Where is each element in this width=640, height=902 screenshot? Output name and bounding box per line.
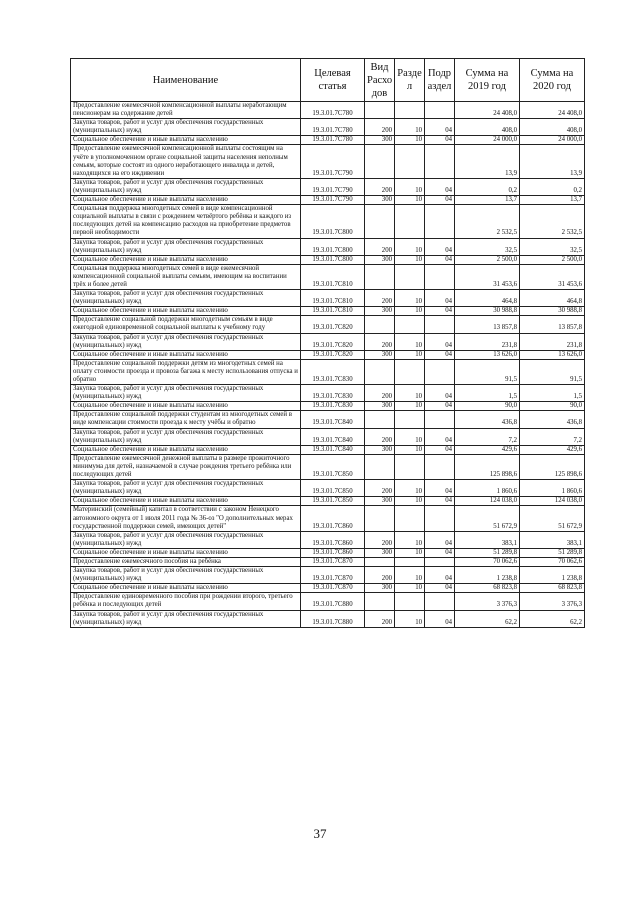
cell-code: 19.3.01.7С830 — [301, 359, 365, 384]
table-row — [71, 402, 585, 411]
cell-sum-2020: 13,7 — [520, 196, 585, 205]
cell-razdel — [395, 506, 425, 531]
cell-sum-2020: 408,0 — [520, 119, 585, 136]
cell-vid: 300 — [365, 307, 395, 316]
cell-podrazdel — [425, 593, 455, 610]
cell-name: Социальная поддержка многодетных семей в виде компенсационной социальной выплаты в связи с рождением четвёртого ребёнка и каждого из последующих детей на компенсацию расходов на приобретение предметов первой необходимости — [71, 205, 301, 238]
cell-podrazdel — [425, 454, 455, 479]
table-row — [71, 584, 585, 593]
cell-sum-2019: 24 000,0 — [455, 136, 520, 145]
cell-vid — [365, 205, 395, 238]
table-row — [71, 385, 585, 402]
cell-code: 19.3.01.7С840 — [301, 445, 365, 454]
cell-sum-2019: 2 532,5 — [455, 205, 520, 238]
cell-podrazdel: 04 — [425, 238, 455, 255]
cell-code: 19.3.01.7С800 — [301, 205, 365, 238]
cell-name: Предоставление социальной поддержки студентам из многодетных семей в виде компенсации стоимости проезда к месту учёбы и обратно — [71, 411, 301, 428]
cell-sum-2019: 13,7 — [455, 196, 520, 205]
cell-sum-2019: 231,8 — [455, 333, 520, 350]
cell-vid: 200 — [365, 480, 395, 497]
cell-razdel: 10 — [395, 196, 425, 205]
table-row — [71, 145, 585, 178]
cell-code: 19.3.01.7С870 — [301, 567, 365, 584]
cell-sum-2019: 436,8 — [455, 411, 520, 428]
cell-vid — [365, 557, 395, 566]
cell-code: 19.3.01.7С840 — [301, 411, 365, 428]
cell-sum-2020: 231,8 — [520, 333, 585, 350]
header-vid: Вид Расхо дов — [365, 59, 395, 102]
cell-sum-2019: 70 062,6 — [455, 557, 520, 566]
cell-vid: 300 — [365, 497, 395, 506]
cell-razdel: 10 — [395, 350, 425, 359]
cell-podrazdel — [425, 145, 455, 178]
cell-vid: 200 — [365, 531, 395, 548]
cell-name: Социальное обеспечение и иные выплаты населению — [71, 584, 301, 593]
cell-vid: 300 — [365, 548, 395, 557]
cell-sum-2020: 7,2 — [520, 428, 585, 445]
cell-vid: 200 — [365, 178, 395, 195]
cell-name: Закупка товаров, работ и услуг для обеспечения государственных (муниципальных) нужд — [71, 428, 301, 445]
cell-code: 19.3.01.7С810 — [301, 264, 365, 289]
cell-podrazdel: 04 — [425, 445, 455, 454]
cell-sum-2020: 1,5 — [520, 385, 585, 402]
cell-sum-2019: 0,2 — [455, 178, 520, 195]
cell-vid — [365, 506, 395, 531]
cell-podrazdel — [425, 557, 455, 566]
cell-code: 19.3.01.7С790 — [301, 145, 365, 178]
table-row — [71, 593, 585, 610]
cell-sum-2019: 383,1 — [455, 531, 520, 548]
table-row — [71, 454, 585, 479]
cell-code: 19.3.01.7С790 — [301, 178, 365, 195]
header-name: Наименование — [71, 59, 301, 102]
cell-sum-2020: 62,2 — [520, 610, 585, 627]
cell-name: Закупка товаров, работ и услуг для обеспечения государственных (муниципальных) нужд — [71, 178, 301, 195]
cell-sum-2019: 24 408,0 — [455, 102, 520, 119]
cell-sum-2020: 1 860,6 — [520, 480, 585, 497]
cell-sum-2019: 51 672,9 — [455, 506, 520, 531]
cell-sum-2019: 91,5 — [455, 359, 520, 384]
cell-code: 19.3.01.7С810 — [301, 290, 365, 307]
table-row — [71, 610, 585, 627]
cell-podrazdel: 04 — [425, 178, 455, 195]
table-row — [71, 548, 585, 557]
cell-podrazdel: 04 — [425, 480, 455, 497]
cell-code: 19.3.01.7С800 — [301, 238, 365, 255]
cell-vid: 300 — [365, 445, 395, 454]
cell-podrazdel: 04 — [425, 548, 455, 557]
cell-name: Закупка товаров, работ и услуг для обеспечения государственных (муниципальных) нужд — [71, 238, 301, 255]
cell-sum-2020: 24 408,0 — [520, 102, 585, 119]
cell-podrazdel: 04 — [425, 531, 455, 548]
cell-razdel: 10 — [395, 445, 425, 454]
cell-razdel: 10 — [395, 290, 425, 307]
cell-vid — [365, 359, 395, 384]
cell-razdel: 10 — [395, 567, 425, 584]
cell-name: Закупка товаров, работ и услуг для обеспечения государственных (муниципальных) нужд — [71, 480, 301, 497]
cell-podrazdel — [425, 359, 455, 384]
cell-sum-2019: 2 500,0 — [455, 255, 520, 264]
cell-razdel: 10 — [395, 480, 425, 497]
cell-code: 19.3.01.7С880 — [301, 593, 365, 610]
table-row — [71, 359, 585, 384]
cell-razdel: 10 — [395, 497, 425, 506]
cell-code: 19.3.01.7С820 — [301, 350, 365, 359]
cell-razdel — [395, 411, 425, 428]
cell-razdel — [395, 102, 425, 119]
cell-vid: 200 — [365, 119, 395, 136]
cell-name: Закупка товаров, работ и услуг для обеспечения государственных (муниципальных) нужд — [71, 119, 301, 136]
cell-vid — [365, 593, 395, 610]
cell-sum-2019: 1 860,6 — [455, 480, 520, 497]
table-row — [71, 428, 585, 445]
cell-podrazdel: 04 — [425, 255, 455, 264]
cell-code: 19.3.01.7С840 — [301, 428, 365, 445]
cell-podrazdel — [425, 316, 455, 333]
cell-code: 19.3.01.7С780 — [301, 136, 365, 145]
table-row — [71, 506, 585, 531]
cell-sum-2020: 70 062,6 — [520, 557, 585, 566]
cell-name: Социальное обеспечение и иные выплаты населению — [71, 350, 301, 359]
header-sum-2020: Сумма на 2020 год — [520, 59, 585, 102]
cell-sum-2019: 32,5 — [455, 238, 520, 255]
cell-sum-2019: 3 376,3 — [455, 593, 520, 610]
cell-vid: 200 — [365, 610, 395, 627]
cell-sum-2020: 90,0 — [520, 402, 585, 411]
cell-vid: 200 — [365, 428, 395, 445]
cell-sum-2020: 68 823,8 — [520, 584, 585, 593]
cell-vid — [365, 454, 395, 479]
cell-code: 19.3.01.7С850 — [301, 480, 365, 497]
table-row — [71, 567, 585, 584]
cell-podrazdel: 04 — [425, 610, 455, 627]
cell-sum-2019: 90,0 — [455, 402, 520, 411]
header-sum-2019: Сумма на 2019 год — [455, 59, 520, 102]
cell-name: Социальное обеспечение и иные выплаты населению — [71, 136, 301, 145]
cell-code: 19.3.01.7С830 — [301, 402, 365, 411]
table-row — [71, 102, 585, 119]
cell-name: Социальное обеспечение и иные выплаты населению — [71, 255, 301, 264]
cell-sum-2019: 124 038,0 — [455, 497, 520, 506]
table-row — [71, 531, 585, 548]
cell-sum-2019: 68 823,8 — [455, 584, 520, 593]
cell-code: 19.3.01.7С820 — [301, 333, 365, 350]
cell-razdel: 10 — [395, 428, 425, 445]
cell-code: 19.3.01.7С800 — [301, 255, 365, 264]
cell-code: 19.3.01.7С850 — [301, 454, 365, 479]
cell-sum-2019: 13 857,8 — [455, 316, 520, 333]
cell-podrazdel: 04 — [425, 136, 455, 145]
cell-name: Закупка товаров, работ и услуг для обеспечения государственных (муниципальных) нужд — [71, 333, 301, 350]
cell-sum-2019: 13 626,0 — [455, 350, 520, 359]
cell-name: Предоставление ежемесячной компенсационной выплаты неработающим пенсионерам на содержание детей — [71, 102, 301, 119]
cell-razdel: 10 — [395, 119, 425, 136]
cell-code: 19.3.01.7С870 — [301, 557, 365, 566]
cell-sum-2020: 51 289,8 — [520, 548, 585, 557]
cell-podrazdel: 04 — [425, 196, 455, 205]
cell-code: 19.3.01.7С830 — [301, 385, 365, 402]
cell-code: 19.3.01.7С820 — [301, 316, 365, 333]
cell-sum-2019: 31 453,6 — [455, 264, 520, 289]
cell-podrazdel — [425, 264, 455, 289]
cell-razdel: 10 — [395, 385, 425, 402]
cell-vid — [365, 264, 395, 289]
table-row — [71, 119, 585, 136]
cell-sum-2020: 0,2 — [520, 178, 585, 195]
cell-sum-2019: 7,2 — [455, 428, 520, 445]
table-row — [71, 264, 585, 289]
cell-razdel: 10 — [395, 531, 425, 548]
cell-sum-2019: 13,9 — [455, 145, 520, 178]
table-header-row — [71, 59, 585, 102]
cell-code: 19.3.01.7С780 — [301, 119, 365, 136]
cell-code: 19.3.01.7С780 — [301, 102, 365, 119]
header-razdel: Разде л — [395, 59, 425, 102]
table-row — [71, 480, 585, 497]
cell-razdel — [395, 205, 425, 238]
cell-vid: 300 — [365, 350, 395, 359]
cell-name: Материнский (семейный) капитал в соответствии с законом Ненецкого автономного округа от 1 июля 2011 года № 36-оз "О дополнительных мерах государственной поддержки семей, имеющих детей" — [71, 506, 301, 531]
cell-sum-2020: 32,5 — [520, 238, 585, 255]
cell-sum-2019: 1 238,8 — [455, 567, 520, 584]
cell-vid: 300 — [365, 136, 395, 145]
cell-sum-2020: 13,9 — [520, 145, 585, 178]
cell-vid: 200 — [365, 290, 395, 307]
cell-sum-2020: 51 672,9 — [520, 506, 585, 531]
cell-code: 19.3.01.7С860 — [301, 506, 365, 531]
cell-name: Предоставление ежемесячной денежной выплаты в размере прожиточного минимума для детей, назначаемой в случае рождения третьего ребёнка или последующих детей — [71, 454, 301, 479]
cell-podrazdel: 04 — [425, 333, 455, 350]
cell-podrazdel: 04 — [425, 567, 455, 584]
table-row — [71, 445, 585, 454]
cell-podrazdel: 04 — [425, 402, 455, 411]
cell-name: Закупка товаров, работ и услуг для обеспечения государственных (муниципальных) нужд — [71, 290, 301, 307]
cell-sum-2020: 24 000,0 — [520, 136, 585, 145]
cell-code: 19.3.01.7С790 — [301, 196, 365, 205]
table-body — [71, 102, 585, 628]
cell-vid: 300 — [365, 402, 395, 411]
cell-sum-2019: 30 988,8 — [455, 307, 520, 316]
cell-sum-2019: 408,0 — [455, 119, 520, 136]
header-code: Целевая статья — [301, 59, 365, 102]
cell-vid — [365, 145, 395, 178]
cell-name: Предоставление единовременного пособия при рождении второго, третьего ребёнка и последующих детей — [71, 593, 301, 610]
page-number: 37 — [313, 826, 327, 841]
cell-sum-2019: 464,8 — [455, 290, 520, 307]
table-row — [71, 205, 585, 238]
table-row — [71, 136, 585, 145]
table-row — [71, 497, 585, 506]
cell-sum-2020: 125 898,6 — [520, 454, 585, 479]
cell-razdel: 10 — [395, 238, 425, 255]
cell-sum-2020: 429,6 — [520, 445, 585, 454]
cell-name: Социальное обеспечение и иные выплаты населению — [71, 445, 301, 454]
cell-sum-2019: 51 289,8 — [455, 548, 520, 557]
cell-name: Социальное обеспечение и иные выплаты населению — [71, 402, 301, 411]
cell-vid — [365, 102, 395, 119]
cell-code: 19.3.01.7С860 — [301, 531, 365, 548]
cell-sum-2020: 13 626,0 — [520, 350, 585, 359]
cell-name: Предоставление социальной поддержки многодетным семьям в виде ежегодной единовременной социальной выплаты к учебному году — [71, 316, 301, 333]
cell-name: Социальное обеспечение и иные выплаты населению — [71, 307, 301, 316]
cell-podrazdel — [425, 411, 455, 428]
cell-vid: 300 — [365, 584, 395, 593]
cell-razdel — [395, 359, 425, 384]
cell-name: Социальное обеспечение и иные выплаты населению — [71, 497, 301, 506]
cell-razdel — [395, 316, 425, 333]
cell-sum-2019: 62,2 — [455, 610, 520, 627]
cell-podrazdel: 04 — [425, 119, 455, 136]
cell-podrazdel — [425, 102, 455, 119]
cell-name: Предоставление ежемесячной компенсационной выплаты состоящим на учёте в уполномоченном органе социальной защиты населения неполным семьям, которые состоят из одного неработающего инвалида и детей, находящихся на его иждивении — [71, 145, 301, 178]
cell-sum-2019: 429,6 — [455, 445, 520, 454]
cell-podrazdel: 04 — [425, 497, 455, 506]
cell-razdel: 10 — [395, 402, 425, 411]
cell-sum-2019: 1,5 — [455, 385, 520, 402]
cell-sum-2020: 91,5 — [520, 359, 585, 384]
cell-name: Закупка товаров, работ и услуг для обеспечения государственных (муниципальных) нужд — [71, 531, 301, 548]
cell-razdel: 10 — [395, 307, 425, 316]
cell-code: 19.3.01.7С880 — [301, 610, 365, 627]
table-row — [71, 411, 585, 428]
cell-razdel: 10 — [395, 255, 425, 264]
cell-sum-2020: 30 988,8 — [520, 307, 585, 316]
table-row — [71, 350, 585, 359]
cell-sum-2020: 124 038,0 — [520, 497, 585, 506]
table-row — [71, 316, 585, 333]
cell-sum-2020: 383,1 — [520, 531, 585, 548]
cell-code: 19.3.01.7С810 — [301, 307, 365, 316]
cell-code: 19.3.01.7С870 — [301, 584, 365, 593]
table-row — [71, 196, 585, 205]
table-row — [71, 178, 585, 195]
cell-vid — [365, 411, 395, 428]
cell-code: 19.3.01.7С860 — [301, 548, 365, 557]
cell-vid: 200 — [365, 385, 395, 402]
cell-razdel — [395, 264, 425, 289]
cell-razdel: 10 — [395, 548, 425, 557]
cell-vid: 200 — [365, 333, 395, 350]
cell-razdel: 10 — [395, 333, 425, 350]
cell-razdel — [395, 454, 425, 479]
cell-name: Социальное обеспечение и иные выплаты населению — [71, 548, 301, 557]
cell-name: Социальное обеспечение и иные выплаты населению — [71, 196, 301, 205]
cell-razdel — [395, 145, 425, 178]
cell-razdel: 10 — [395, 610, 425, 627]
cell-sum-2019: 125 898,6 — [455, 454, 520, 479]
cell-sum-2020: 31 453,6 — [520, 264, 585, 289]
cell-sum-2020: 464,8 — [520, 290, 585, 307]
budget-table — [70, 58, 585, 628]
cell-vid: 200 — [365, 238, 395, 255]
cell-sum-2020: 436,8 — [520, 411, 585, 428]
cell-podrazdel: 04 — [425, 385, 455, 402]
cell-name: Закупка товаров, работ и услуг для обеспечения государственных (муниципальных) нужд — [71, 385, 301, 402]
cell-podrazdel: 04 — [425, 290, 455, 307]
table-row — [71, 290, 585, 307]
cell-razdel — [395, 593, 425, 610]
cell-razdel — [395, 557, 425, 566]
cell-name: Закупка товаров, работ и услуг для обеспечения государственных (муниципальных) нужд — [71, 567, 301, 584]
cell-vid: 300 — [365, 196, 395, 205]
table-row — [71, 255, 585, 264]
cell-razdel: 10 — [395, 584, 425, 593]
table-row — [71, 307, 585, 316]
table-row — [71, 238, 585, 255]
cell-code: 19.3.01.7С850 — [301, 497, 365, 506]
cell-podrazdel — [425, 506, 455, 531]
cell-razdel: 10 — [395, 178, 425, 195]
header-podrazdel: Подр аздел — [425, 59, 455, 102]
cell-razdel: 10 — [395, 136, 425, 145]
cell-name: Закупка товаров, работ и услуг для обеспечения государственных (муниципальных) нужд — [71, 610, 301, 627]
cell-sum-2020: 2 532,5 — [520, 205, 585, 238]
cell-podrazdel: 04 — [425, 428, 455, 445]
cell-sum-2020: 3 376,3 — [520, 593, 585, 610]
table-row — [71, 333, 585, 350]
cell-vid: 200 — [365, 567, 395, 584]
cell-podrazdel — [425, 205, 455, 238]
cell-name: Предоставление социальной поддержки детям из многодетных семей на оплату стоимости проезда и провоза багажа к месту использования отпуска и обратно — [71, 359, 301, 384]
cell-sum-2020: 13 857,8 — [520, 316, 585, 333]
cell-name: Социальная поддержка многодетных семей в виде ежемесячной компенсационной социальной выплаты семьям, имеющим на воспитании трёх и более детей — [71, 264, 301, 289]
cell-vid: 300 — [365, 255, 395, 264]
cell-podrazdel: 04 — [425, 584, 455, 593]
cell-vid — [365, 316, 395, 333]
cell-name: Предоставление ежемесячного пособия на ребёнка — [71, 557, 301, 566]
cell-sum-2020: 1 238,8 — [520, 567, 585, 584]
table-row — [71, 557, 585, 566]
cell-podrazdel: 04 — [425, 307, 455, 316]
cell-podrazdel: 04 — [425, 350, 455, 359]
cell-sum-2020: 2 500,0 — [520, 255, 585, 264]
